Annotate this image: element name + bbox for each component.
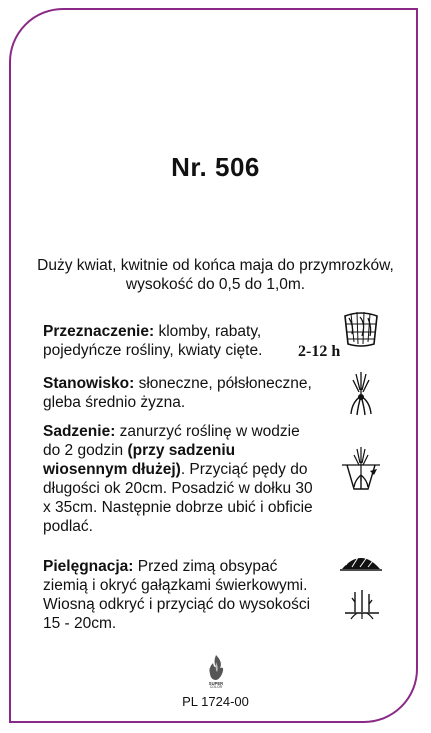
section-text: . Przyciąć pędy do długości ok 20cm. Posadzić w dołku 30 x 35cm. Następnie dobrze ubić i obficie podlać. bbox=[43, 461, 313, 535]
soak-hours-label: 2-12 h bbox=[298, 343, 341, 360]
footer-code: PL 1724-00 bbox=[182, 694, 249, 709]
section-stanowisko bbox=[43, 374, 323, 412]
basket-of-roots-icon bbox=[340, 308, 382, 348]
intro-description: Duży kwiat, kwitnie od końca maja do przymrozków, wysokość do 0,5 do 1,0m. bbox=[37, 257, 394, 293]
flame-logo-icon bbox=[205, 654, 227, 688]
section-pielegnacja bbox=[43, 557, 323, 633]
section-label: Stanowisko: bbox=[43, 375, 135, 392]
bare-root-plant-icon bbox=[348, 370, 374, 416]
svg-text:SUPER: SUPER bbox=[208, 681, 224, 686]
section-label: Przeznaczenie: bbox=[43, 323, 155, 340]
section-przeznaczenie bbox=[43, 322, 303, 360]
section-text: Przed zimą obsypać ziemią i okryć gałązkami świerkowymi. Wiosną odkryć i przyciąć do wysokości 15 - 20cm. bbox=[43, 558, 311, 632]
section-text: zanurzyć roślinę w wodzie do 2 godzin bbox=[43, 423, 300, 459]
section-bold-note: (przy sadzeniu wiosennym dłużej) bbox=[43, 442, 236, 478]
section-label: Sadzenie: bbox=[43, 423, 116, 440]
pruned-plant-icon bbox=[345, 588, 379, 620]
page-title: Nr. 506 bbox=[171, 152, 260, 182]
section-text: słoneczne, półsłoneczne, gleba średnio żyzna. bbox=[43, 375, 312, 411]
brand-logo bbox=[205, 654, 227, 693]
section-text: klomby, rabaty, pojedyńcze rośliny, kwiaty cięte. bbox=[43, 323, 263, 359]
section-sadzenie bbox=[43, 422, 313, 536]
section-label: Pielęgnacja: bbox=[43, 558, 134, 575]
mounded-cover-icon bbox=[340, 545, 382, 573]
planting-hole-icon bbox=[340, 445, 382, 493]
svg-text:COLOR: COLOR bbox=[209, 685, 223, 688]
